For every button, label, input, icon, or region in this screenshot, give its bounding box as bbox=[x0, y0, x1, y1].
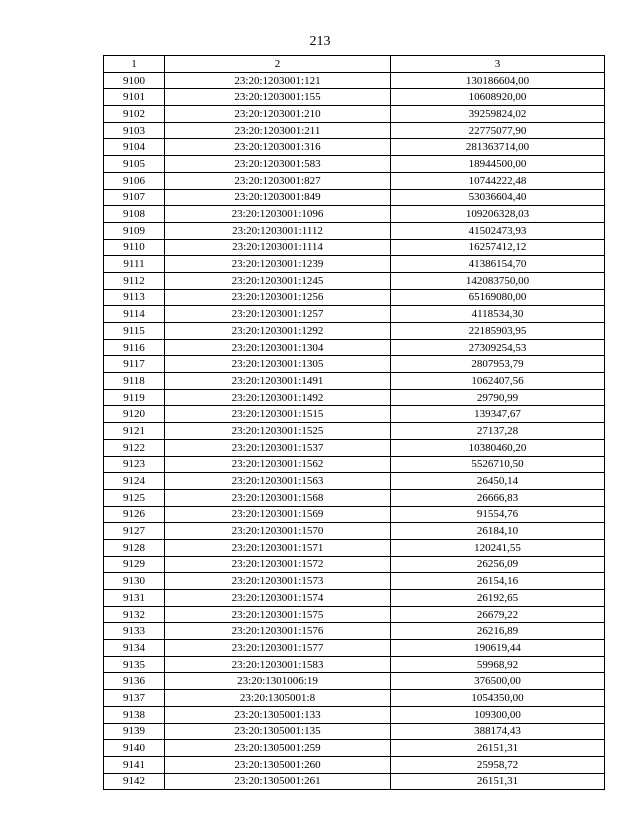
cadastral-value-cell: 53036604,40 bbox=[391, 189, 605, 206]
row-number-cell: 9100 bbox=[104, 72, 165, 89]
cadastral-number-cell: 23:20:1203001:121 bbox=[165, 72, 391, 89]
table-row bbox=[104, 539, 605, 556]
table-row bbox=[104, 339, 605, 356]
table-row bbox=[104, 706, 605, 723]
cadastral-number-cell: 23:20:1203001:1114 bbox=[165, 239, 391, 256]
row-number-cell: 9109 bbox=[104, 222, 165, 239]
row-number-cell: 9135 bbox=[104, 656, 165, 673]
table-row bbox=[104, 373, 605, 390]
cadastral-number-cell: 23:20:1203001:1570 bbox=[165, 523, 391, 540]
table-row bbox=[104, 406, 605, 423]
table-row bbox=[104, 272, 605, 289]
row-number-cell: 9124 bbox=[104, 473, 165, 490]
table-row bbox=[104, 206, 605, 223]
cadastral-value-cell: 26666,83 bbox=[391, 489, 605, 506]
row-number-cell: 9108 bbox=[104, 206, 165, 223]
cadastral-value-cell: 26679,22 bbox=[391, 606, 605, 623]
cadastral-value-cell: 18944500,00 bbox=[391, 156, 605, 173]
row-number-cell: 9129 bbox=[104, 556, 165, 573]
cadastral-value-cell: 65169080,00 bbox=[391, 289, 605, 306]
table-row bbox=[104, 439, 605, 456]
table-row bbox=[104, 773, 605, 790]
row-number-cell: 9106 bbox=[104, 172, 165, 189]
row-number-cell: 9102 bbox=[104, 106, 165, 123]
table-row bbox=[104, 506, 605, 523]
cadastral-value-cell: 22185903,95 bbox=[391, 323, 605, 340]
table-header-row bbox=[104, 56, 605, 73]
row-number-cell: 9105 bbox=[104, 156, 165, 173]
table-row bbox=[104, 690, 605, 707]
cadastral-value-cell: 25958,72 bbox=[391, 756, 605, 773]
row-number-cell: 9141 bbox=[104, 756, 165, 773]
table-row bbox=[104, 306, 605, 323]
table-row bbox=[104, 106, 605, 123]
row-number-cell: 9138 bbox=[104, 706, 165, 723]
cadastral-number-cell: 23:20:1203001:1577 bbox=[165, 640, 391, 657]
cadastral-number-cell: 23:20:1203001:1256 bbox=[165, 289, 391, 306]
cadastral-number-cell: 23:20:1203001:1304 bbox=[165, 339, 391, 356]
table-row bbox=[104, 590, 605, 607]
cadastral-number-cell: 23:20:1203001:211 bbox=[165, 122, 391, 139]
cadastral-number-cell: 23:20:1203001:316 bbox=[165, 139, 391, 156]
header-cell-1: 1 bbox=[104, 56, 165, 73]
cadastral-number-cell: 23:20:1203001:1574 bbox=[165, 590, 391, 607]
table-row bbox=[104, 723, 605, 740]
row-number-cell: 9127 bbox=[104, 523, 165, 540]
cadastral-value-cell: 120241,55 bbox=[391, 539, 605, 556]
table-row bbox=[104, 89, 605, 106]
row-number-cell: 9121 bbox=[104, 423, 165, 440]
cadastral-number-cell: 23:20:1203001:1096 bbox=[165, 206, 391, 223]
row-number-cell: 9133 bbox=[104, 623, 165, 640]
cadastral-value-table bbox=[103, 55, 605, 790]
row-number-cell: 9125 bbox=[104, 489, 165, 506]
row-number-cell: 9114 bbox=[104, 306, 165, 323]
header-cell-2: 2 bbox=[165, 56, 391, 73]
table-row bbox=[104, 122, 605, 139]
cadastral-number-cell: 23:20:1301006:19 bbox=[165, 673, 391, 690]
row-number-cell: 9118 bbox=[104, 373, 165, 390]
cadastral-value-cell: 1054350,00 bbox=[391, 690, 605, 707]
cadastral-number-cell: 23:20:1305001:135 bbox=[165, 723, 391, 740]
table-row bbox=[104, 623, 605, 640]
table-row bbox=[104, 523, 605, 540]
row-number-cell: 9131 bbox=[104, 590, 165, 607]
row-number-cell: 9117 bbox=[104, 356, 165, 373]
table-row bbox=[104, 606, 605, 623]
cadastral-number-cell: 23:20:1203001:827 bbox=[165, 172, 391, 189]
cadastral-value-cell: 281363714,00 bbox=[391, 139, 605, 156]
row-number-cell: 9123 bbox=[104, 456, 165, 473]
row-number-cell: 9119 bbox=[104, 389, 165, 406]
table-row bbox=[104, 172, 605, 189]
row-number-cell: 9128 bbox=[104, 539, 165, 556]
cadastral-value-cell: 26184,10 bbox=[391, 523, 605, 540]
table-row bbox=[104, 356, 605, 373]
table-row bbox=[104, 756, 605, 773]
cadastral-number-cell: 23:20:1203001:210 bbox=[165, 106, 391, 123]
cadastral-number-cell: 23:20:1305001:133 bbox=[165, 706, 391, 723]
cadastral-number-cell: 23:20:1203001:1491 bbox=[165, 373, 391, 390]
cadastral-value-cell: 26151,31 bbox=[391, 740, 605, 757]
table-body bbox=[104, 56, 605, 790]
header-cell-3: 3 bbox=[391, 56, 605, 73]
table-row bbox=[104, 72, 605, 89]
cadastral-value-cell: 4118534,30 bbox=[391, 306, 605, 323]
table-row bbox=[104, 189, 605, 206]
row-number-cell: 9137 bbox=[104, 690, 165, 707]
row-number-cell: 9111 bbox=[104, 256, 165, 273]
table-row bbox=[104, 289, 605, 306]
row-number-cell: 9139 bbox=[104, 723, 165, 740]
cadastral-value-cell: 41502473,93 bbox=[391, 222, 605, 239]
table-row bbox=[104, 323, 605, 340]
row-number-cell: 9104 bbox=[104, 139, 165, 156]
row-number-cell: 9126 bbox=[104, 506, 165, 523]
cadastral-value-cell: 16257412,12 bbox=[391, 239, 605, 256]
cadastral-number-cell: 23:20:1203001:1305 bbox=[165, 356, 391, 373]
cadastral-number-cell: 23:20:1203001:1537 bbox=[165, 439, 391, 456]
cadastral-number-cell: 23:20:1305001:259 bbox=[165, 740, 391, 757]
row-number-cell: 9110 bbox=[104, 239, 165, 256]
row-number-cell: 9120 bbox=[104, 406, 165, 423]
table-row bbox=[104, 473, 605, 490]
cadastral-number-cell: 23:20:1203001:1563 bbox=[165, 473, 391, 490]
cadastral-value-cell: 22775077,90 bbox=[391, 122, 605, 139]
table-row bbox=[104, 673, 605, 690]
cadastral-number-cell: 23:20:1203001:1239 bbox=[165, 256, 391, 273]
row-number-cell: 9103 bbox=[104, 122, 165, 139]
table-row bbox=[104, 456, 605, 473]
cadastral-number-cell: 23:20:1203001:1569 bbox=[165, 506, 391, 523]
row-number-cell: 9142 bbox=[104, 773, 165, 790]
cadastral-value-cell: 26216,89 bbox=[391, 623, 605, 640]
cadastral-value-cell: 1062407,56 bbox=[391, 373, 605, 390]
cadastral-number-cell: 23:20:1203001:1571 bbox=[165, 539, 391, 556]
cadastral-value-cell: 130186604,00 bbox=[391, 72, 605, 89]
row-number-cell: 9112 bbox=[104, 272, 165, 289]
cadastral-number-cell: 23:20:1203001:1525 bbox=[165, 423, 391, 440]
row-number-cell: 9140 bbox=[104, 740, 165, 757]
table-row bbox=[104, 389, 605, 406]
cadastral-value-cell: 27309254,53 bbox=[391, 339, 605, 356]
cadastral-number-cell: 23:20:1305001:8 bbox=[165, 690, 391, 707]
table-row bbox=[104, 640, 605, 657]
cadastral-value-cell: 10380460,20 bbox=[391, 439, 605, 456]
cadastral-value-cell: 29790,99 bbox=[391, 389, 605, 406]
cadastral-number-cell: 23:20:1203001:1575 bbox=[165, 606, 391, 623]
row-number-cell: 9101 bbox=[104, 89, 165, 106]
cadastral-number-cell: 23:20:1203001:1572 bbox=[165, 556, 391, 573]
table-row bbox=[104, 556, 605, 573]
table-row bbox=[104, 156, 605, 173]
cadastral-value-cell: 10608920,00 bbox=[391, 89, 605, 106]
table-row bbox=[104, 656, 605, 673]
cadastral-value-cell: 26450,14 bbox=[391, 473, 605, 490]
cadastral-value-cell: 41386154,70 bbox=[391, 256, 605, 273]
row-number-cell: 9113 bbox=[104, 289, 165, 306]
cadastral-value-cell: 5526710,50 bbox=[391, 456, 605, 473]
cadastral-number-cell: 23:20:1203001:1257 bbox=[165, 306, 391, 323]
page-number: 213 bbox=[309, 34, 331, 49]
cadastral-value-cell: 91554,76 bbox=[391, 506, 605, 523]
cadastral-number-cell: 23:20:1203001:1292 bbox=[165, 323, 391, 340]
cadastral-number-cell: 23:20:1305001:260 bbox=[165, 756, 391, 773]
cadastral-number-cell: 23:20:1203001:155 bbox=[165, 89, 391, 106]
cadastral-number-cell: 23:20:1203001:1245 bbox=[165, 272, 391, 289]
row-number-cell: 9107 bbox=[104, 189, 165, 206]
cadastral-value-cell: 26192,65 bbox=[391, 590, 605, 607]
cadastral-value-cell: 139347,67 bbox=[391, 406, 605, 423]
cadastral-value-cell: 27137,28 bbox=[391, 423, 605, 440]
cadastral-number-cell: 23:20:1203001:849 bbox=[165, 189, 391, 206]
cadastral-number-cell: 23:20:1203001:1562 bbox=[165, 456, 391, 473]
row-number-cell: 9116 bbox=[104, 339, 165, 356]
cadastral-value-cell: 190619,44 bbox=[391, 640, 605, 657]
cadastral-number-cell: 23:20:1203001:1583 bbox=[165, 656, 391, 673]
row-number-cell: 9130 bbox=[104, 573, 165, 590]
table-row bbox=[104, 222, 605, 239]
cadastral-value-cell: 26151,31 bbox=[391, 773, 605, 790]
table-row bbox=[104, 489, 605, 506]
cadastral-value-cell: 26154,16 bbox=[391, 573, 605, 590]
table-row bbox=[104, 740, 605, 757]
row-number-cell: 9132 bbox=[104, 606, 165, 623]
cadastral-number-cell: 23:20:1203001:1112 bbox=[165, 222, 391, 239]
table-row bbox=[104, 239, 605, 256]
row-number-cell: 9122 bbox=[104, 439, 165, 456]
table-row bbox=[104, 423, 605, 440]
table-row bbox=[104, 573, 605, 590]
cadastral-number-cell: 23:20:1203001:1568 bbox=[165, 489, 391, 506]
cadastral-value-cell: 376500,00 bbox=[391, 673, 605, 690]
cadastral-number-cell: 23:20:1203001:1515 bbox=[165, 406, 391, 423]
cadastral-value-cell: 109300,00 bbox=[391, 706, 605, 723]
cadastral-number-cell: 23:20:1305001:261 bbox=[165, 773, 391, 790]
cadastral-number-cell: 23:20:1203001:1573 bbox=[165, 573, 391, 590]
cadastral-value-cell: 109206328,03 bbox=[391, 206, 605, 223]
row-number-cell: 9134 bbox=[104, 640, 165, 657]
cadastral-value-cell: 10744222,48 bbox=[391, 172, 605, 189]
table-row bbox=[104, 256, 605, 273]
cadastral-number-cell: 23:20:1203001:1492 bbox=[165, 389, 391, 406]
cadastral-value-cell: 59968,92 bbox=[391, 656, 605, 673]
table-row bbox=[104, 139, 605, 156]
cadastral-value-cell: 26256,09 bbox=[391, 556, 605, 573]
cadastral-value-cell: 142083750,00 bbox=[391, 272, 605, 289]
row-number-cell: 9136 bbox=[104, 673, 165, 690]
row-number-cell: 9115 bbox=[104, 323, 165, 340]
cadastral-number-cell: 23:20:1203001:583 bbox=[165, 156, 391, 173]
cadastral-value-cell: 2807953,79 bbox=[391, 356, 605, 373]
cadastral-value-cell: 388174,43 bbox=[391, 723, 605, 740]
cadastral-number-cell: 23:20:1203001:1576 bbox=[165, 623, 391, 640]
cadastral-value-cell: 39259824,02 bbox=[391, 106, 605, 123]
